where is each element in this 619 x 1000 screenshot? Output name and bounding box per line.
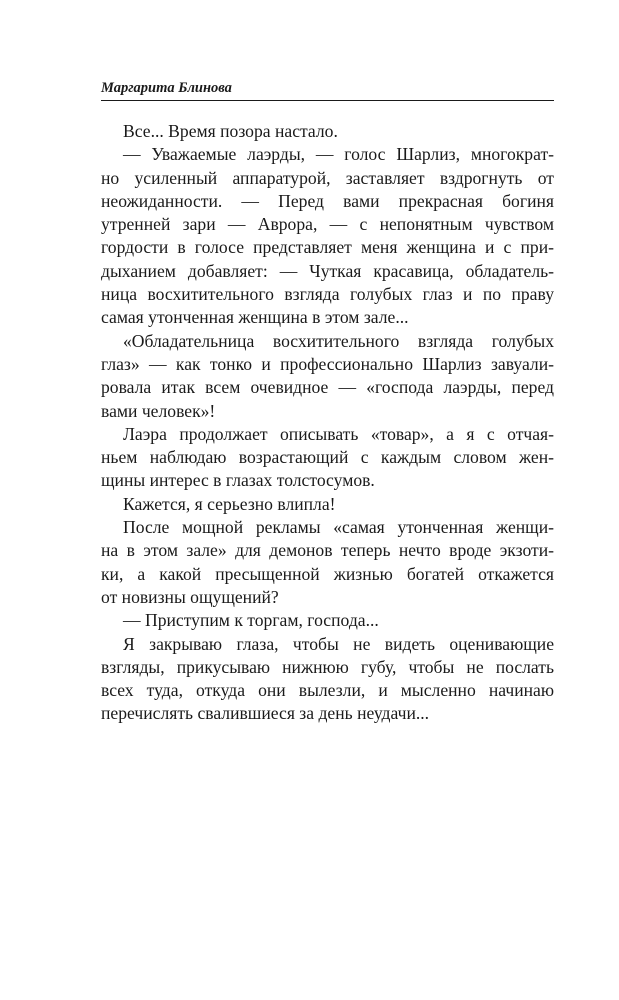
text-line: дыханием добавляет: — Чуткая красавица, обладатель-: [101, 260, 554, 281]
text-line: от новизны ощущений?: [101, 586, 279, 607]
text-line: Лаэра продолжает описывать «товар», а я с отчая-: [123, 423, 554, 444]
text-line: Я закрываю глаза, чтобы не видеть оценивающие: [123, 633, 554, 654]
text-line: вами человек»!: [101, 400, 216, 421]
text-line: «Обладательница восхитительного взгляда голубых: [123, 330, 554, 351]
text-line: гордости в голосе представляет меня женщина и с при-: [101, 237, 554, 258]
running-head-rule: [101, 100, 554, 101]
text-line: на в этом зале» для демонов теперь нечто вроде экзоти-: [101, 540, 554, 561]
text-line: неожиданности. — Перед вами прекрасная богиня: [101, 190, 554, 211]
text-line: щины интерес в глазах толстосумов.: [101, 470, 375, 491]
text-line: взгляды, прикусываю нижнюю губу, чтобы не послать: [101, 656, 554, 677]
text-line: ница восхитительного взгляда голубых глаз и по праву: [101, 284, 554, 305]
running-head-author: Маргарита Блинова: [101, 80, 232, 96]
text-line: Кажется, я серьезно влипла!: [123, 493, 336, 514]
running-head: [101, 79, 554, 99]
text-line: ки, а какой пресыщенной жизнью богатей откажется: [101, 563, 554, 584]
text-line: всех туда, откуда они вылезли, и мысленно начинаю: [101, 680, 554, 701]
text-line: утренней зари — Аврора, — с непонятным чувством: [101, 214, 554, 235]
text-line: ровала итак всем очевидное — «господа лаэрды, перед: [101, 377, 554, 398]
text-line: самая утонченная женщина в этом зале...: [101, 307, 409, 328]
text-line: — Приступим к торгам, господа...: [123, 610, 379, 631]
text-line: — Уважаемые лаэрды, — голос Шарлиз, многократ-: [123, 144, 554, 165]
text-line: Все... Время позора настало.: [123, 121, 338, 141]
text-line: После мощной рекламы «самая утонченная женщи-: [123, 517, 554, 538]
text-line: глаз» — как тонко и профессионально Шарлиз завуали-: [101, 353, 554, 374]
text-line: перечислять свалившиеся за день неудачи...: [101, 703, 430, 724]
body-text: [101, 120, 554, 726]
text-line: но усиленный аппаратурой, заставляет вздрогнуть от: [101, 167, 554, 188]
text-line: ньем наблюдаю возрастающий с каждым словом жен-: [101, 447, 554, 468]
